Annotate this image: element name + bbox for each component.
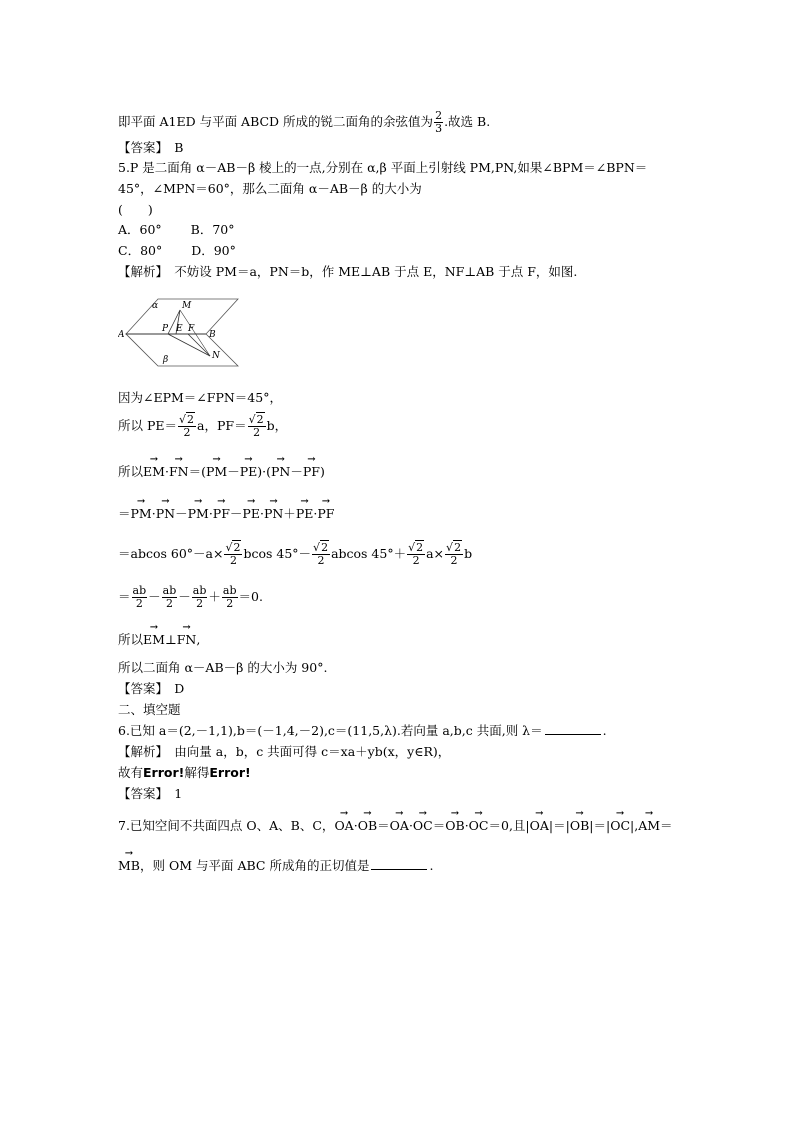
question-6: 6.已知 a＝(2,－1,1),b＝(－1,4,－2),c＝(11,5,λ).若向量 a,b,c 共面,则 λ＝ .	[118, 723, 607, 738]
label-B: B	[209, 330, 216, 340]
solution-5: 【解析】 不妨设 PM＝a，PN＝b，作 ME⊥AB 于点 E，NF⊥AB 于点 F，如图.	[118, 264, 578, 279]
vector-equation: ＝→ PM·→ PN－→ PM·→ PF－→ PE·→ PN＋→ PE·→ PF	[118, 506, 334, 522]
answer-blank	[545, 724, 601, 735]
label-F: F	[188, 324, 195, 334]
label-alpha: α	[152, 301, 159, 311]
text-line: 即平面 A1ED 与平面 ABCD 所成的锐二面角的余弦值为 $\frac{2}{3}$ .故选 B.	[118, 109, 491, 135]
solution-line: 所以二面角 α－AB－β 的大小为 90°.	[118, 660, 328, 675]
label-P: P	[162, 324, 169, 334]
solution-line: 所以 PE＝ $\frac{√2}{2}$ a，PF＝ $\frac{√2}{2}$ b，	[118, 413, 288, 439]
label-A: A	[118, 330, 125, 340]
answer-blank	[371, 859, 427, 870]
vector-equation: 所以→ EM·→ FN＝(→ PM－→ PE)·(→ PN－→ PF)	[118, 464, 325, 480]
label-beta: β	[163, 355, 169, 365]
label-N: N	[212, 351, 220, 361]
dihedral-angle-figure	[118, 294, 258, 374]
option-row: C．80° D．90°	[118, 243, 236, 258]
label-E: E	[176, 324, 183, 334]
answer-line: 【答案】 B	[118, 140, 184, 155]
question-5-paren: ( )	[118, 202, 153, 217]
answer-line: 【答案】 1	[118, 786, 183, 801]
fraction: $\frac{2}{3}$	[435, 109, 443, 135]
answer-line: 【答案】 D	[118, 681, 185, 696]
question-7-line2: → MB，则 OM 与平面 ABC 所成角的正切值是 .	[118, 858, 433, 874]
solution-line: 因为∠EPM＝∠FPN＝45°，	[118, 390, 282, 405]
solution-line: ＝abcos 60°－a× $\frac{√2}{2}$ bcos 45°－ $\frac{√2}{2}$ abcos 45°＋ $\frac{√2}{2}$ a× $\frac{√2}{2}$ b	[118, 541, 473, 567]
solution-line: 所以→ EM⊥→ FN,	[118, 632, 200, 648]
question-7: 7.已知空间不共面四点 O、A、B、C，→ OA·→ OB＝→ OA·→ OC＝→ OB·→ OC＝0,且|→ OA|＝|→ OB|＝|→ OC|,→ AM＝	[118, 818, 673, 834]
solution-line: ＝ $\frac{ab}{2}$ － $\frac{ab}{2}$ － $\frac{ab}{2}$ ＋ $\frac{ab}{2}$ ＝0.	[118, 584, 263, 610]
solution-6: 【解析】 由向量 a，b，c 共面可得 c＝xa＋yb(x，y∈R)，	[118, 744, 451, 759]
question-5-line2: 45°，∠MPN＝60°，那么二面角 α－AB－β 的大小为	[118, 181, 422, 196]
question-5: 5.P 是二面角 α－AB－β 棱上的一点,分别在 α,β 平面上引射线 PM,PN,如果∠BPM＝∠BPN＝	[118, 160, 648, 175]
solution-6-line2: 故有Error!解得Error!	[118, 765, 251, 780]
option-row: A．60° B．70°	[118, 222, 235, 237]
label-M: M	[182, 301, 192, 311]
section-title: 二、填空题	[118, 702, 181, 717]
